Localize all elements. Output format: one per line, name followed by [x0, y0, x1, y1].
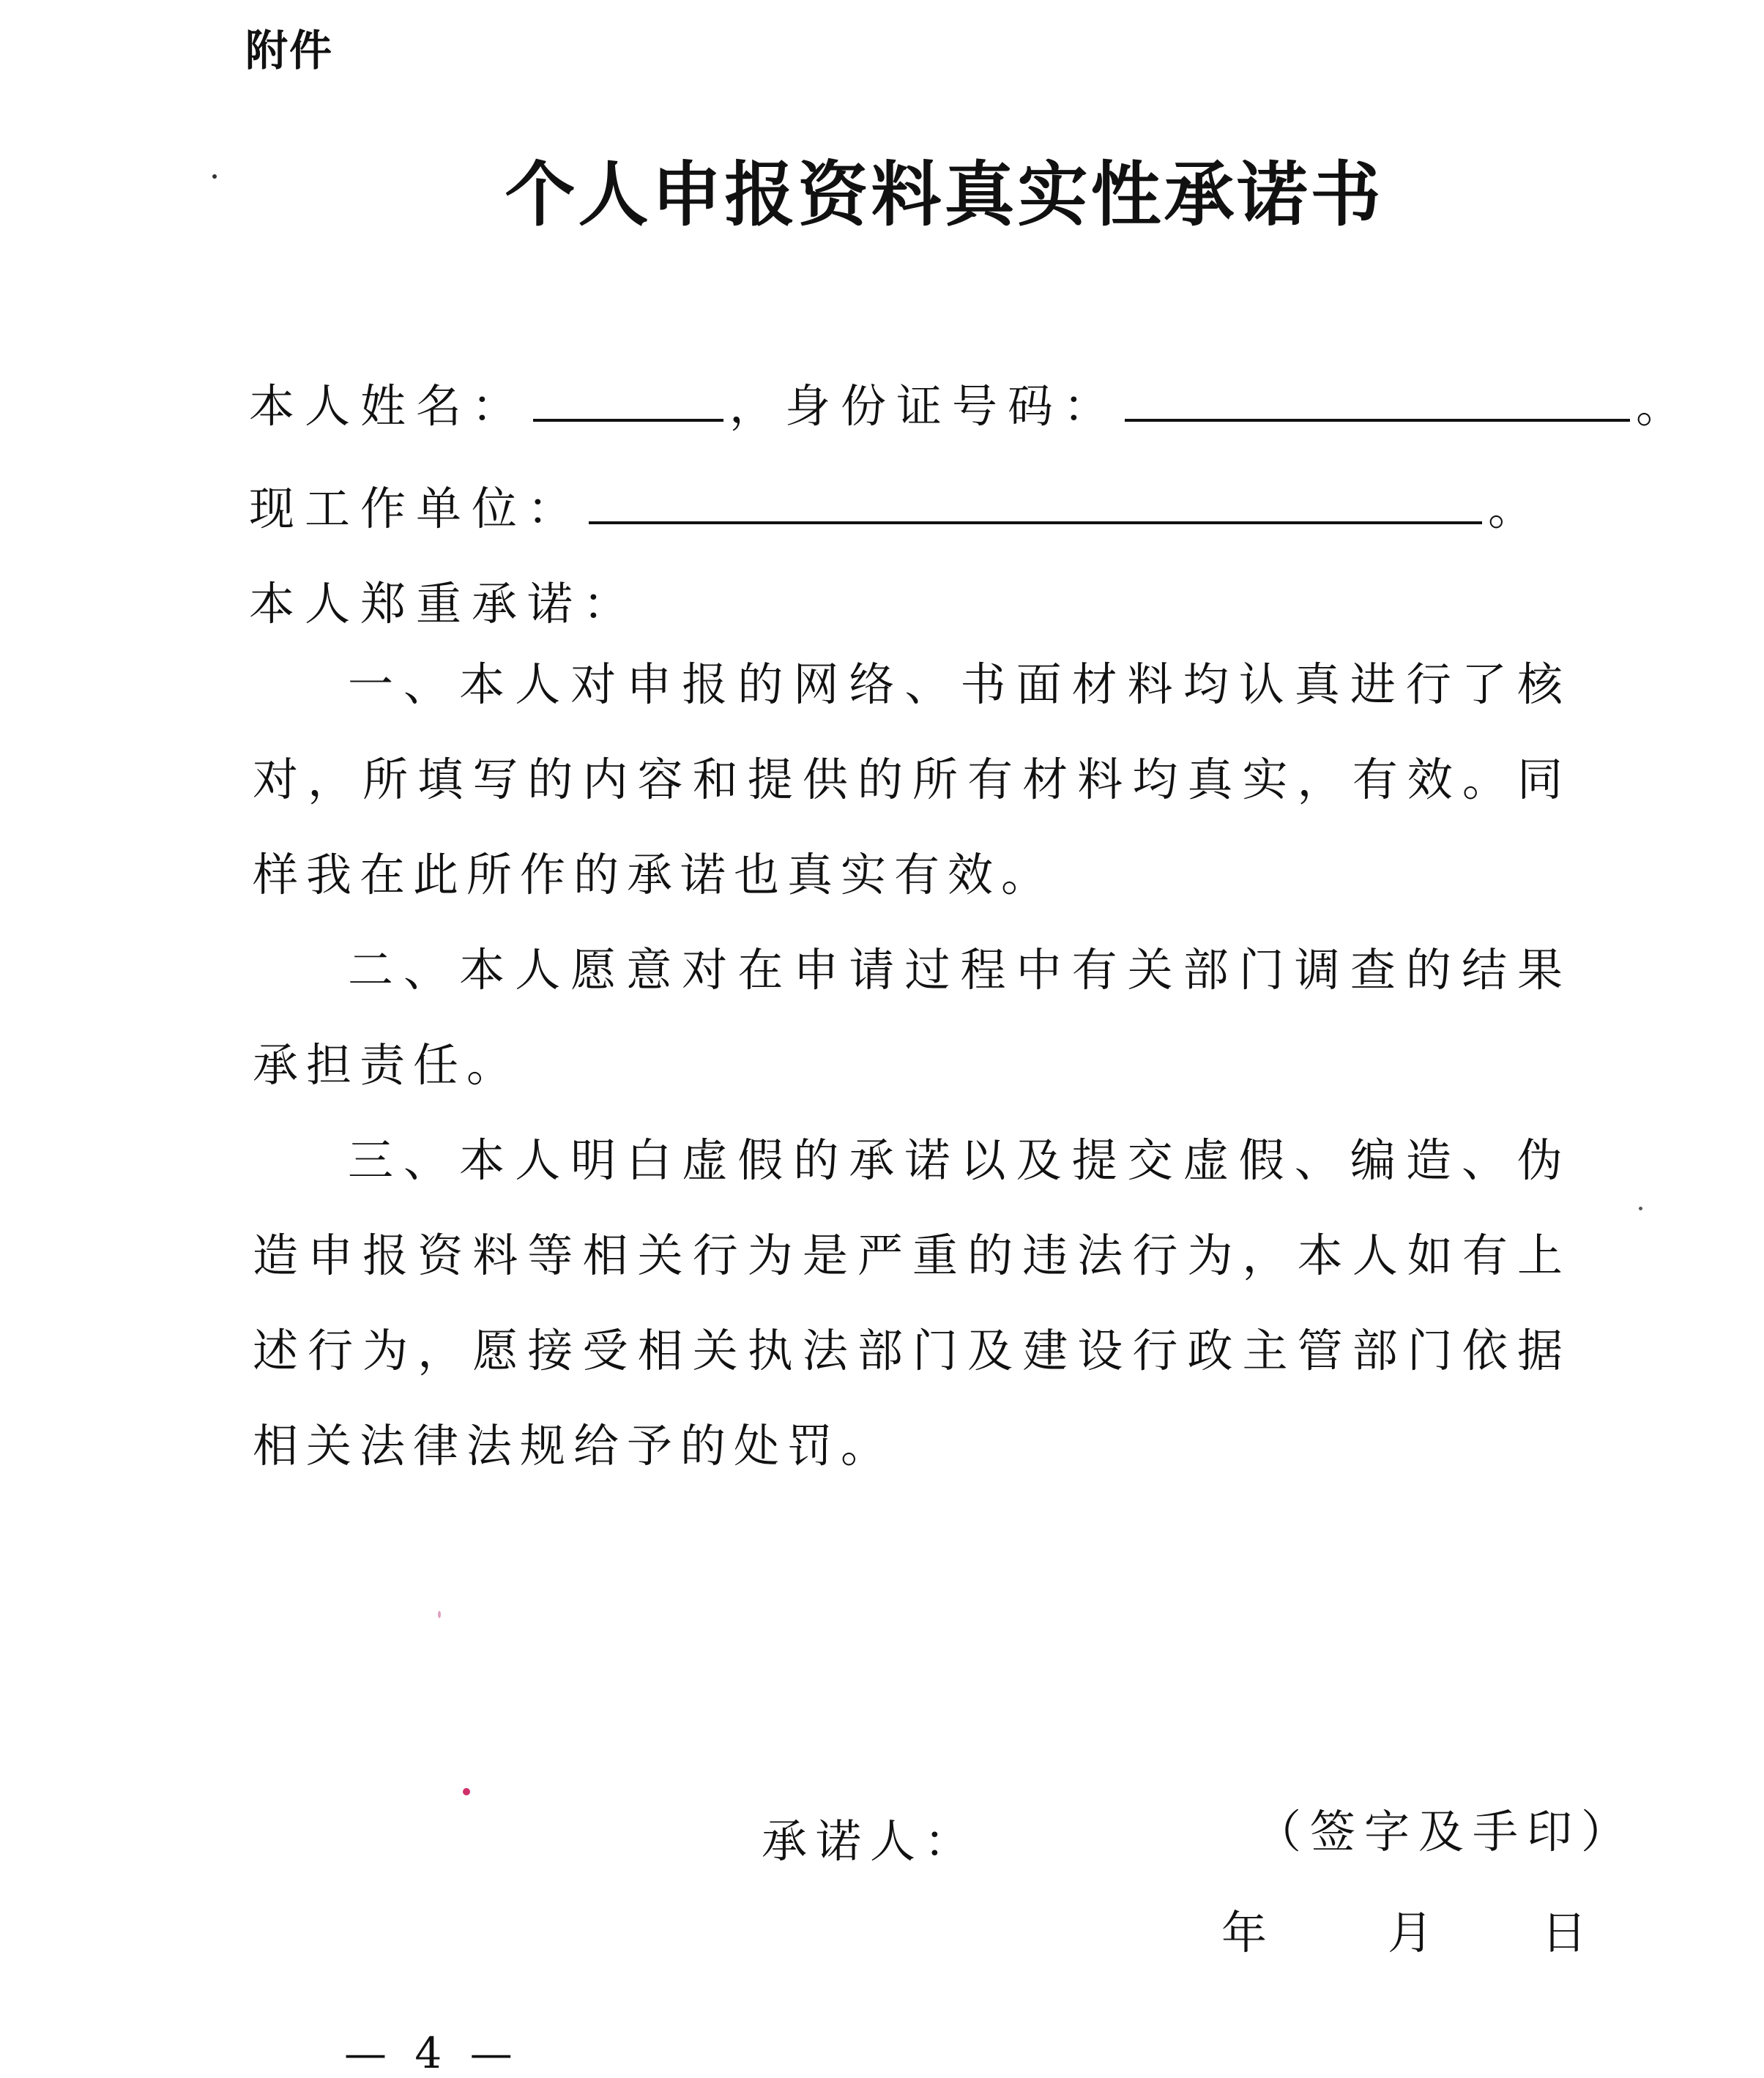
clause-3: 三、本人明白虚假的承诺以及提交虚假、编造、伪造申报资料等相关行为是严重的违法行为，本人如有上述行为，愿接受相关执法部门及建设行政主管部门依据相关法律法规给予的处罚。 [253, 1133, 1571, 1472]
id-separator: ， [729, 379, 786, 433]
name-label: 本人姓名： [249, 379, 528, 433]
scan-speck [438, 1611, 441, 1618]
scan-speck [212, 174, 217, 179]
work-unit-line [249, 472, 1544, 537]
date-month: 月 [1388, 1906, 1443, 1959]
sign-note: （签字及手印） [1256, 1805, 1636, 1858]
clause-1: 一、本人对申报的网络、书面材料均认真进行了核对，所填写的内容和提供的所有材料均真实，有效。同样我在此所作的承诺也真实有效。 [253, 658, 1571, 901]
clause-2: 二、本人愿意对在申请过程中有关部门调查的结果承担责任。 [253, 943, 1571, 1092]
name-id-line [249, 370, 1692, 435]
work-unit-line-end: 。 [1488, 482, 1544, 535]
id-label: 身份证号码： [785, 379, 1120, 433]
attachment-label: 附件 [245, 26, 334, 75]
document-title: 个人申报资料真实性承诺书 [505, 153, 1384, 236]
date-year: 年 [1221, 1906, 1276, 1959]
page-number: — 4 — [344, 2028, 520, 2078]
id-number-field[interactable] [1125, 379, 1630, 422]
work-unit-field[interactable] [589, 482, 1482, 524]
date-day: 日 [1541, 1906, 1596, 1959]
id-line-end: 。 [1636, 379, 1692, 433]
work-unit-label: 现工作单位： [249, 482, 584, 535]
scan-speck [1639, 1207, 1642, 1210]
promiser-label: 承诺人： [762, 1814, 979, 1868]
scan-speck [463, 1788, 470, 1795]
pledge-intro: 本人郑重承诺： [249, 577, 639, 630]
name-field[interactable] [533, 379, 723, 422]
